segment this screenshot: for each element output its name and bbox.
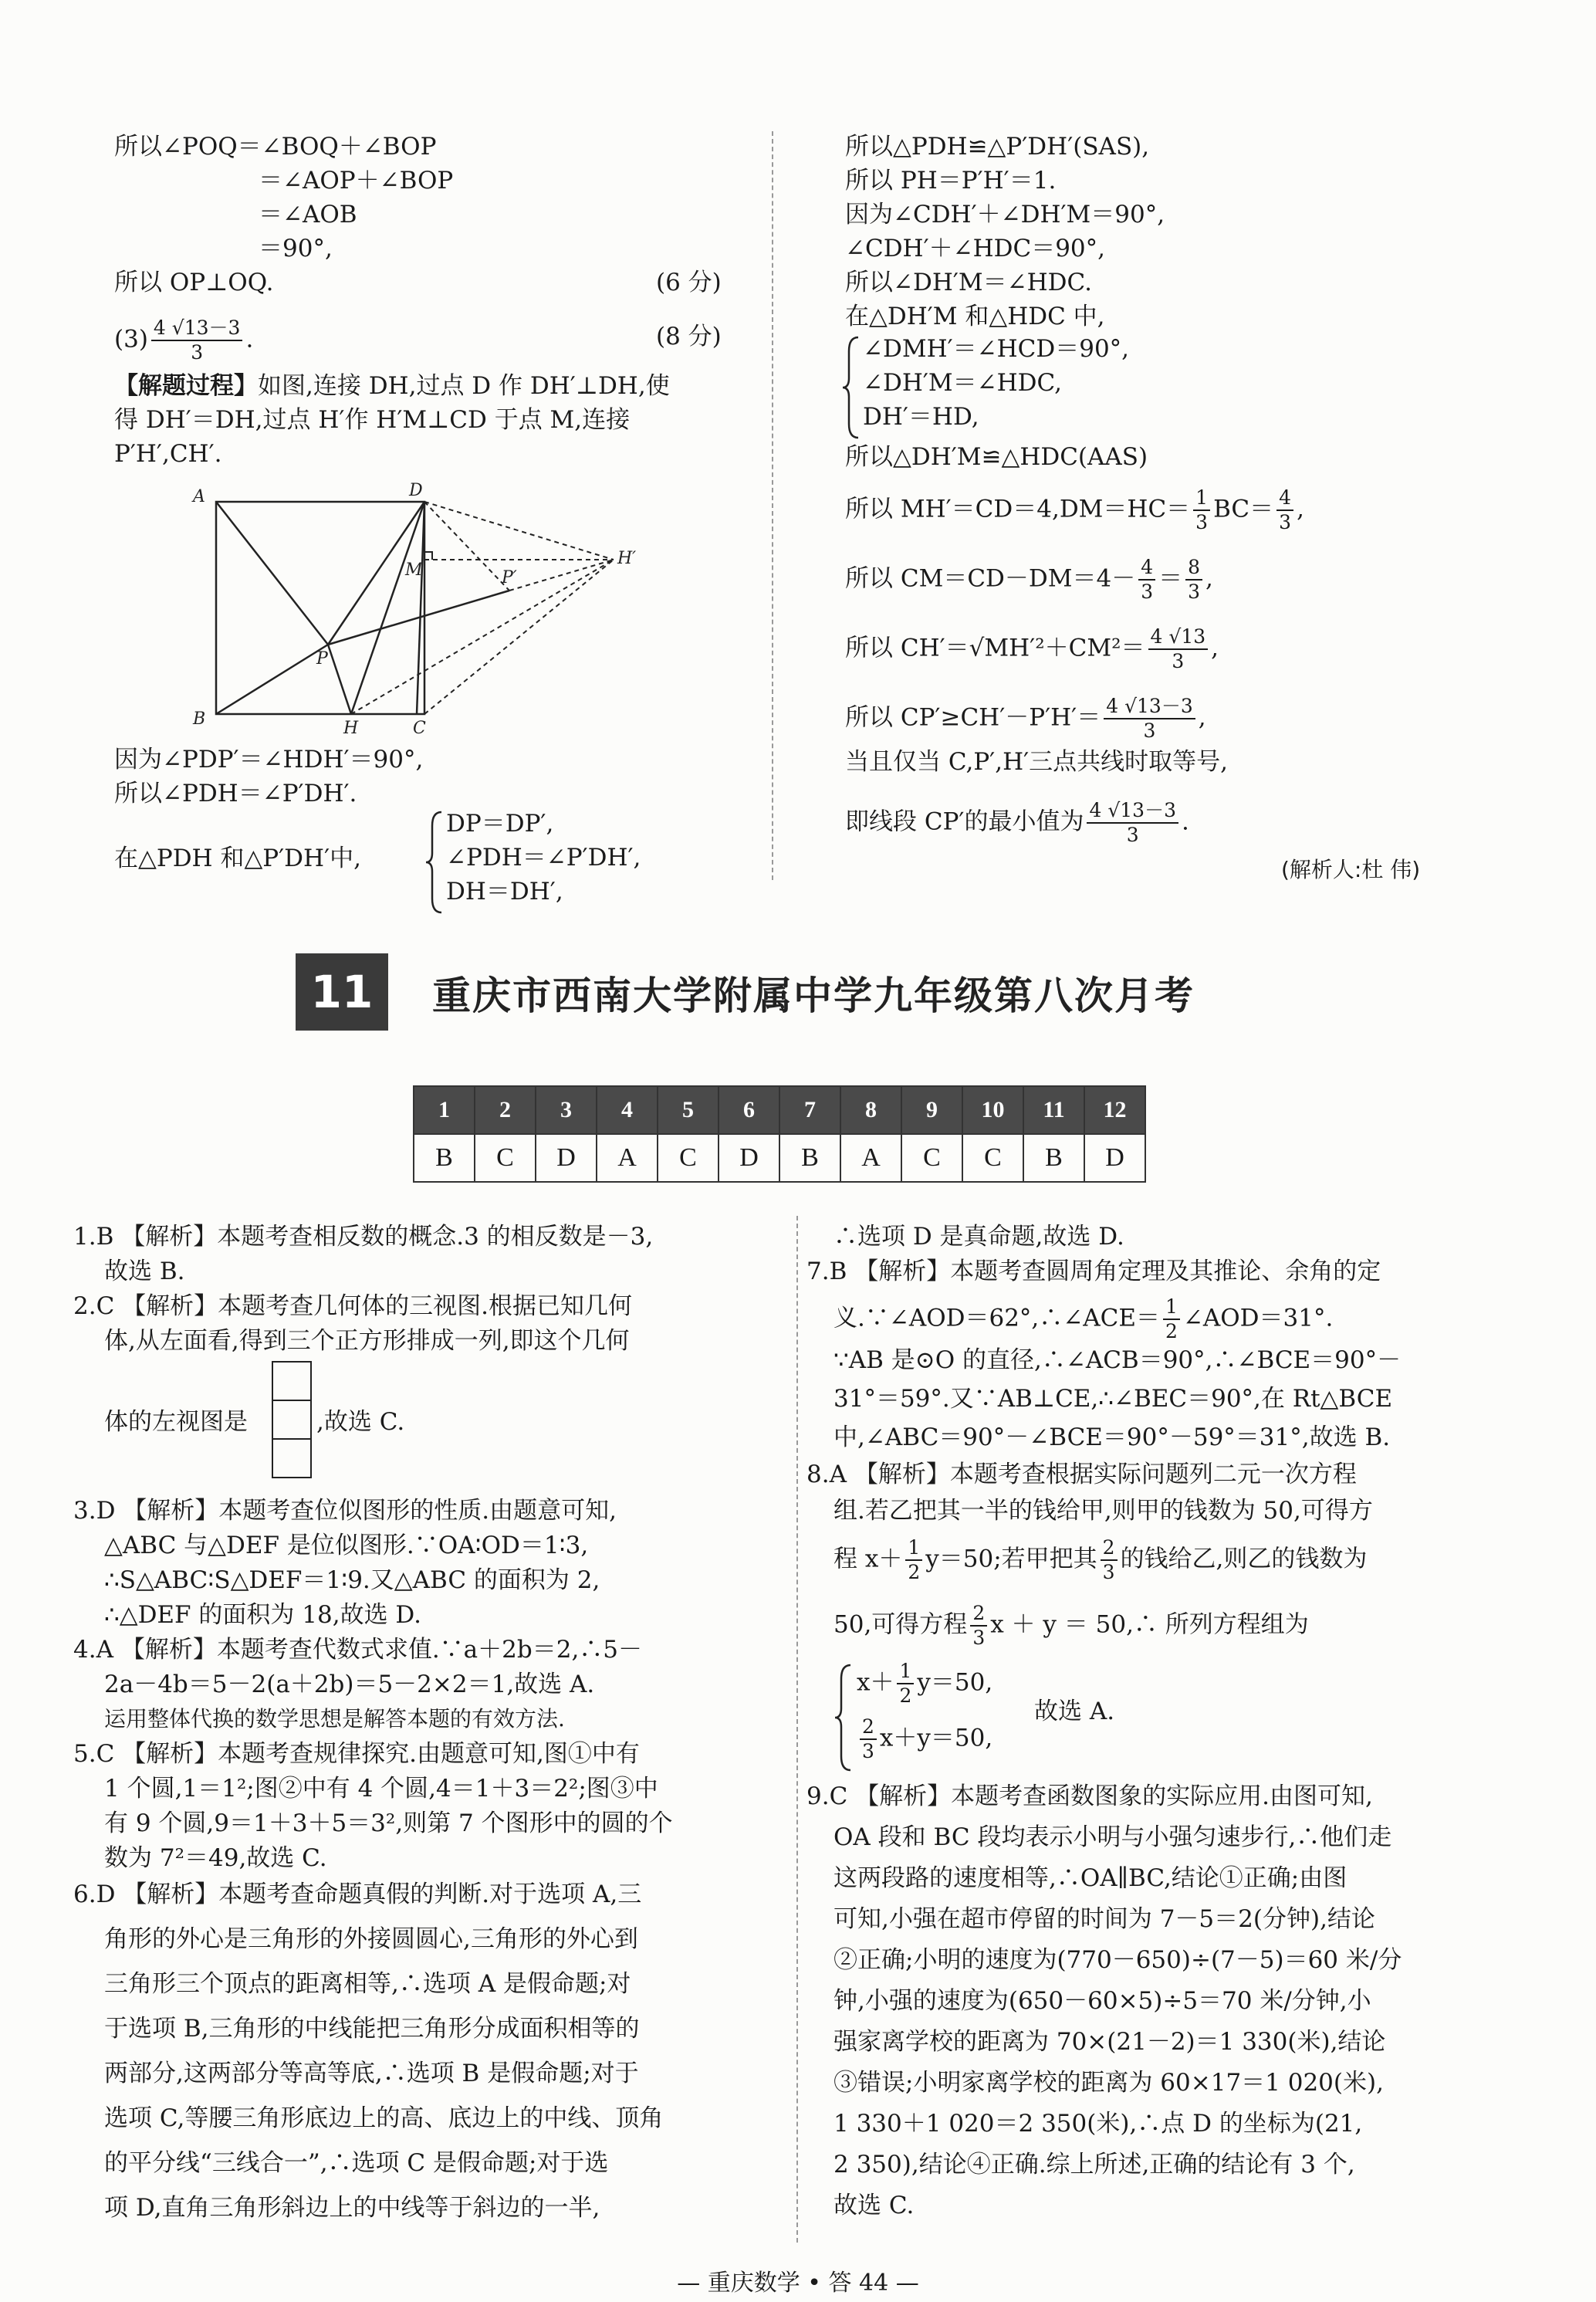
keyword-label: 【解题过程】 xyxy=(114,372,258,400)
proof-line: 所以△PDH≌△P′DH′(SAS), xyxy=(845,133,1150,161)
proof-line: ∠CDH′＋∠HDC＝90°, xyxy=(845,235,1106,262)
proof-line: 所以∠PDH＝∠P′DH′. xyxy=(114,780,357,807)
fraction: $\frac{2}{3}$ xyxy=(970,1602,987,1650)
fraction: $\frac{8}{3}$ xyxy=(1185,556,1202,604)
solution-line: 数为 7²＝49,故选 C. xyxy=(104,1844,327,1872)
solution-line: 可知,小强在超市停留的时间为 7－5＝2(分钟),结论 xyxy=(834,1905,1375,1933)
proof-line: 所以 PH＝P′H′＝1. xyxy=(845,167,1057,195)
proof-line: 【解题过程】如图,连接 DH,过点 D 作 DH′⊥DH,使 xyxy=(114,372,670,400)
solution-line: ∴△DEF 的面积为 18,故选 D. xyxy=(104,1601,422,1629)
table-header-row xyxy=(414,1086,1145,1134)
page-footer: — 重庆数学 • 答 44 — xyxy=(677,2270,919,2297)
label-M: M xyxy=(405,560,423,580)
proof-line: 所以 OP⊥OQ. xyxy=(114,269,274,296)
fraction: $\frac{4 √13}{3}$ xyxy=(1148,625,1209,673)
answer-cell: C xyxy=(658,1134,719,1182)
brace-icon xyxy=(841,336,864,440)
column-divider xyxy=(772,131,773,880)
solution-line: 程 x＋ $\frac{1}{2}$ y＝50;若甲把其 $\frac{2}{3}$ 的钱给乙,则乙的钱数为 xyxy=(834,1536,1368,1583)
proof-line: P′H′,CH′. xyxy=(114,440,222,468)
proof-line: 所以 CM＝CD－DM＝4－ $\frac{4}{3}$ ＝ $\frac{8}{3}$ , xyxy=(845,556,1213,603)
column-divider xyxy=(796,1216,798,2243)
answer-cell: D xyxy=(719,1134,779,1182)
solution-line: 中,∠ABC＝90°－∠BCE＝90°－59°＝31°,故选 B. xyxy=(834,1424,1391,1451)
chapter-title: 重庆市西南大学附属中学九年级第八次月考 xyxy=(432,973,1195,1018)
question-number: 6 xyxy=(719,1086,779,1134)
solution-line: 组.若乙把其一半的钱给甲,则甲的钱数为 50,可得方 xyxy=(834,1497,1373,1525)
proof-line: 因为∠CDH′＋∠DH′M＝90°, xyxy=(845,201,1165,229)
left-view-icon xyxy=(272,1363,310,1480)
solution-line: OA 段和 BC 段均表示小明与小强匀速步行,∴他们走 xyxy=(834,1823,1392,1851)
question-number: 1 xyxy=(414,1086,475,1134)
answer-table xyxy=(413,1085,1146,1183)
fraction: $\frac{1}{2}$ xyxy=(905,1536,922,1584)
solution-line: 故选 B. xyxy=(104,1258,185,1285)
solution-line: 7.B 【解析】本题考查圆周角定理及其推论、余角的定 xyxy=(806,1258,1381,1285)
solution-note: 运用整体代换的数学思想是解答本题的有效方法. xyxy=(104,1706,565,1732)
author-credit: (解析人:杜 伟) xyxy=(1281,857,1421,882)
proof-line: 因为∠PDP′＝∠HDH′＝90°, xyxy=(114,746,424,774)
brace-icon xyxy=(424,811,448,915)
score-label: (6 分) xyxy=(656,269,722,296)
solution-line: 31°＝59°.又∵AB⊥CE,∴∠BEC＝90°,在 Rt△BCE xyxy=(834,1385,1393,1413)
proof-line: 即线段 CP′的最小值为 $\frac{4 √13-3}{3}$ . xyxy=(845,799,1189,846)
solution-line: ∴选项 D 是真命题,故选 D. xyxy=(834,1223,1124,1251)
solution-line: 这两段路的速度相等,∴OA∥BC,结论①正确;由图 xyxy=(834,1864,1347,1892)
solution-line: 故选 A. xyxy=(1034,1698,1115,1725)
solution-line: △ABC 与△DEF 是位似图形.∵OA∶OD＝1∶3, xyxy=(104,1532,589,1559)
solution-line: 选项 C,等腰三角形底边上的高、底边上的中线、顶角 xyxy=(104,2104,664,2132)
label-H: H xyxy=(343,719,359,738)
answer-page: 所以∠POQ＝∠BOQ＋∠BOP ＝∠AOP＋∠BOP ＝∠AOB ＝90°, 所以 OP⊥OQ. (6 分) (3) $\frac{4 √13-3}{3}$ . (8 分) 【解题过程】如图,连接 DH,过点 D 作 DH′⊥DH,使 得 DH′＝DH,过点 H′作 H′M⊥CD 于点 M,连接 P′H′,CH′. A D B C H P M P′ H′ 因为∠PDP′＝∠HDH′＝90°, 所以∠PDH＝∠P′DH′. 在△PDH 和△P′DH′中, DP＝DP′, ∠PDH＝∠P′DH′, DH＝DH′, 所以△PDH≌△P′DH′(SAS), 所以 PH＝P′H′＝1. 因为∠CDH′＋∠DH′M＝90°, ∠CDH′＋∠HDC＝90°, 所以∠DH′M＝∠HDC. 在△DH′M 和△HDC 中, ∠DMH′＝∠HCD＝90°, ∠DH′M＝∠HDC, DH′＝HD, 所以△DH′M≌△HDC(AAS) 所以 MH′＝CD＝4,DM＝HC＝ $\frac{1}{3}$ BC＝ $\frac{4}{3}$ , 所以 CM＝CD－DM＝4－ $\frac{4}{3}$ ＝ $\frac{8}{3}$ , 所以 CH′＝√MH′²＋CM²＝ $\frac{4 √13}{3}$ , 所以 CP′≥CH′－P′H′＝ $\frac{4 √13-3}{3}$ , 当且仅当 C,P′,H′三点共线时取等号, 即线段 CP′的最小值为 $\frac{4 √13-3}{3}$ . (解析人:杜 伟) 11 重庆市西南大学附属中学九年级第八次月考 1 2 3 4 5 6 7 8 9 10 11 12 B C D A C D B A C C B D 1.B 【解析】本题考查相反数的概念.3 的相反数是－3, 故选 B. 2.C 【解析】本题考查几何体的三视图.根据已知几何 体,从左面看,得到三个正方形排成一列,即这个几何 体的左视图是 ,故选 C. 3.D 【解析】本题考查位似图形的性质.由题意可知, △ABC 与△DEF 是位似图形.∵OA∶OD＝1∶3, ∴S△ABC∶S△DEF＝1∶9.又△ABC 的面积为 2, ∴△DEF 的面积为 18,故选 D. 4.A 【解析】本题考查代数式求值.∵a＋2b＝2,∴5－ 2a－4b＝5－2(a＋2b)＝5－2×2＝1,故选 A. 运用整体代换的数学思想是解答本题的有效方法. 5.C 【解析】本题考查规律探究.由题意可知,图①中有 1 个圆,1＝1²;图②中有 4 个圆,4＝1＋3＝2²;图③中 有 9 个圆,9＝1＋3＋5＝3²,则第 7 个图形中的圆的个 数为 7²＝49,故选 C. 6.D 【解析】本题考查命题真假的判断.对于选项 A,三 角形的外心是三角形的外接圆圆心,三角形的外心到 三角形三个顶点的距离相等,∴选项 A 是假命题;对 于选项 B,三角形的中线能把三角形分成面积相等的 两部分,这两部分等高等底,∴选项 B 是假命题;对于 选项 C,等腰三角形底边上的高、底边上的中线、顶角 的平分线“三线合一”,∴选项 C 是假命题;对于选 项 D,直角三角形斜边上的中线等于斜边的一半, ∴选项 D 是真命题,故选 D. 7.B 【解析】本题考查圆周角定理及其推论、余角的定 义.∵∠AOD＝62°,∴∠ACE＝ $\frac{1}{2}$ ∠AOD＝31°. ∵AB 是⊙O 的直径,∴∠ACB＝90°,∴∠BCE＝90°－ 31°＝59°.又∵AB⊥CE,∴∠BEC＝90°,在 Rt△BCE 中,∠ABC＝90°－∠BCE＝90°－59°＝31°,故选 B. 8.A 【解析】本题考查根据实际问题列二元一次方程 组.若乙把其一半的钱给甲,则甲的钱数为 50,可得方 程 x＋ $\frac{1}{2}$ y＝50;若甲把其 $\frac{2}{3}$ 的钱给乙,则乙的钱数为 50,可得方程 $\frac{2}{3}$ x ＋ y ＝ 50,∴ 所列方程组为 x＋ $\frac{1}{2}$ y＝50, $\frac{2}{3}$ x＋y＝50, 故选 A. 9.C 【解析】本题考查函数图象的实际应用.由图可知, OA 段和 BC 段均表示小明与小强匀速步行,∴他们走 这两段路的速度相等,∴OA∥BC,结论①正确;由图 可知,小强在超市停留的时间为 7－5＝2(分钟),结论 ②正确;小明的速度为(770－650)÷(7－5)＝60 米/分 钟,小强的速度为(650－60×5)÷5＝70 米/分钟,小 强家离学校的距离为 70×(21－2)＝1 330(米),结论 ③错误;小明家离学校的距离为 60×17＝1 020(米), 1 330＋1 020＝2 350(米),∴点 D 的坐标为(21, 2 350),结论④正确.综上所述,正确的结论有 3 个, 故选 C. — 重庆数学 • 答 44 — xyxy=(0,0,1596,2302)
answer-cell: D xyxy=(536,1134,597,1182)
solution-line: 3.D 【解析】本题考查位似图形的性质.由题意可知, xyxy=(73,1497,617,1525)
score-label: (8 分) xyxy=(656,323,722,350)
geometry-figure xyxy=(185,479,648,741)
answer-cell: C xyxy=(901,1134,962,1182)
solution-line: 故选 C. xyxy=(834,2192,915,2219)
question-number: 10 xyxy=(962,1086,1023,1134)
proof-line: 所以∠POQ＝∠BOQ＋∠BOP xyxy=(114,133,437,161)
question-number: 4 xyxy=(597,1086,658,1134)
label-P-prime: P′ xyxy=(502,568,517,587)
answer-cell: B xyxy=(779,1134,840,1182)
solution-line: 8.A 【解析】本题考查根据实际问题列二元一次方程 xyxy=(806,1461,1357,1488)
solution-line: 项 D,直角三角形斜边上的中线等于斜边的一半, xyxy=(104,2194,600,2222)
solution-line: ②正确;小明的速度为(770－650)÷(7－5)＝60 米/分 xyxy=(834,1946,1402,1974)
solution-line: 1.B 【解析】本题考查相反数的概念.3 的相反数是－3, xyxy=(73,1223,654,1251)
solution-line: 强家离学校的距离为 70×(21－2)＝1 330(米),结论 xyxy=(834,2028,1386,2056)
solution-line: 1 个圆,1＝1²;图②中有 4 个圆,4＝1＋3＝2²;图③中 xyxy=(104,1775,658,1803)
proof-line: 所以△DH′M≌△HDC(AAS) xyxy=(845,443,1148,471)
question-number: 12 xyxy=(1084,1086,1145,1134)
proof-line: ＝∠AOP＋∠BOP xyxy=(259,167,454,195)
answer-cell: A xyxy=(597,1134,658,1182)
proof-line: ＝90°, xyxy=(259,235,333,262)
fraction: $\frac{4}{3}$ xyxy=(1138,556,1155,604)
solution-line: 钟,小强的速度为(650－60×5)÷5＝70 米/分钟,小 xyxy=(834,1987,1371,2015)
question-number: 5 xyxy=(658,1086,719,1134)
proof-line: 当且仅当 C,P′,H′三点共线时取等号, xyxy=(845,748,1228,776)
answer-cell: B xyxy=(1023,1134,1084,1182)
proof-line: 得 DH′＝DH,过点 H′作 H′M⊥CD 于点 M,连接 xyxy=(114,406,631,434)
proof-line: 所以 CP′≥CH′－P′H′＝ $\frac{4 √13-3}{3}$ , xyxy=(845,695,1206,742)
solution-line: ,故选 C. xyxy=(316,1408,405,1436)
question-number: 11 xyxy=(1023,1086,1084,1134)
fraction: $\frac{4 √13-3}{3}$ xyxy=(1087,799,1178,847)
answer-part3: (3) $\frac{4 √13-3}{3}$ . xyxy=(114,317,254,364)
question-number: 8 xyxy=(840,1086,901,1134)
label-D: D xyxy=(409,481,423,500)
solution-line: ∴S△ABC∶S△DEF＝1∶9.又△ABC 的面积为 2, xyxy=(104,1566,600,1594)
answer-cell: C xyxy=(962,1134,1023,1182)
label-B: B xyxy=(193,709,206,729)
proof-line: 在△DH′M 和△HDC 中, xyxy=(845,303,1105,330)
solution-line: 义.∵∠AOD＝62°,∴∠ACE＝ $\frac{1}{2}$ ∠AOD＝31°. xyxy=(834,1295,1334,1342)
label-A: A xyxy=(193,487,205,506)
answer-cell: C xyxy=(475,1134,536,1182)
solution-line: 6.D 【解析】本题考查命题真假的判断.对于选项 A,三 xyxy=(73,1881,642,1908)
part-label: (3) xyxy=(114,325,148,354)
solution-line: 2a－4b＝5－2(a＋2b)＝5－2×2＝1,故选 A. xyxy=(104,1671,595,1698)
question-number: 2 xyxy=(475,1086,536,1134)
label-C: C xyxy=(413,719,426,738)
brace-icon xyxy=(834,1664,857,1772)
fraction: $\frac{1}{2}$ xyxy=(897,1660,914,1708)
table-row xyxy=(414,1134,1145,1182)
label-P: P xyxy=(316,649,328,669)
question-number: 9 xyxy=(901,1086,962,1134)
solution-line: 的平分线“三线合一”,∴选项 C 是假命题;对于选 xyxy=(104,2149,609,2177)
fraction: $\frac{4}{3}$ xyxy=(1276,486,1293,534)
chapter-number: 11 xyxy=(296,953,388,1031)
solution-line: 50,可得方程 $\frac{2}{3}$ x ＋ y ＝ 50,∴ 所列方程组为 xyxy=(834,1602,1309,1649)
solution-line: 2.C 【解析】本题考查几何体的三视图.根据已知几何 xyxy=(73,1292,633,1320)
solution-line: 有 9 个圆,9＝1＋3＋5＝3²,则第 7 个图形中的圆的个 xyxy=(104,1809,673,1837)
solution-line: 角形的外心是三角形的外接圆圆心,三角形的外心到 xyxy=(104,1925,638,1953)
fraction: $\frac{1}{2}$ xyxy=(1163,1295,1180,1343)
solution-line: 体的左视图是 xyxy=(104,1408,248,1436)
question-number: 7 xyxy=(779,1086,840,1134)
solution-line: 两部分,这两部分等高等底,∴选项 B 是假命题;对于 xyxy=(104,2060,639,2087)
solution-line: ∵AB 是⊙O 的直径,∴∠ACB＝90°,∴∠BCE＝90°－ xyxy=(834,1346,1402,1374)
proof-line: 所以∠DH′M＝∠HDC. xyxy=(845,269,1092,296)
fraction: $\frac{4 √13-3}{3}$ xyxy=(1104,695,1195,743)
solution-line: 三角形三个顶点的距离相等,∴选项 A 是假命题;对 xyxy=(104,1970,631,1998)
solution-line: 4.A 【解析】本题考查代数式求值.∵a＋2b＝2,∴5－ xyxy=(73,1636,643,1664)
proof-line: ＝∠AOB xyxy=(259,201,357,229)
fraction: $\frac{1}{3}$ xyxy=(1193,486,1210,534)
solution-line: 体,从左面看,得到三个正方形排成一列,即这个几何 xyxy=(104,1327,630,1355)
proof-line: 所以 MH′＝CD＝4,DM＝HC＝ $\frac{1}{3}$ BC＝ $\frac{4}{3}$ , xyxy=(845,486,1304,533)
solution-line: 9.C 【解析】本题考查函数图象的实际应用.由图可知, xyxy=(806,1782,1373,1810)
answer-cell: A xyxy=(840,1134,901,1182)
solution-line: 1 330＋1 020＝2 350(米),∴点 D 的坐标为(21, xyxy=(834,2110,1363,2138)
solution-line: 2 350),结论④正确.综上所述,正确的结论有 3 个, xyxy=(834,2151,1355,2178)
fraction: $\frac{2}{3}$ xyxy=(1101,1536,1118,1584)
question-number: 3 xyxy=(536,1086,597,1134)
proof-line: 在△PDH 和△P′DH′中, xyxy=(114,845,361,872)
solution-line: 5.C 【解析】本题考查规律探究.由题意可知,图①中有 xyxy=(73,1740,640,1768)
label-H-prime: H′ xyxy=(617,549,637,568)
answer-cell: B xyxy=(414,1134,475,1182)
fraction: $\frac{2}{3}$ xyxy=(860,1715,877,1763)
fraction: $\frac{4 √13-3}{3}$ xyxy=(151,317,243,364)
proof-line: 所以 CH′＝√MH′²＋CM²＝ $\frac{4 √13}{3}$ , xyxy=(845,625,1219,672)
answer-cell: D xyxy=(1084,1134,1145,1182)
solution-line: 于选项 B,三角形的中线能把三角形分成面积相等的 xyxy=(104,2015,640,2043)
solution-line: ③错误;小明家离学校的距离为 60×17＝1 020(米), xyxy=(834,2069,1384,2097)
